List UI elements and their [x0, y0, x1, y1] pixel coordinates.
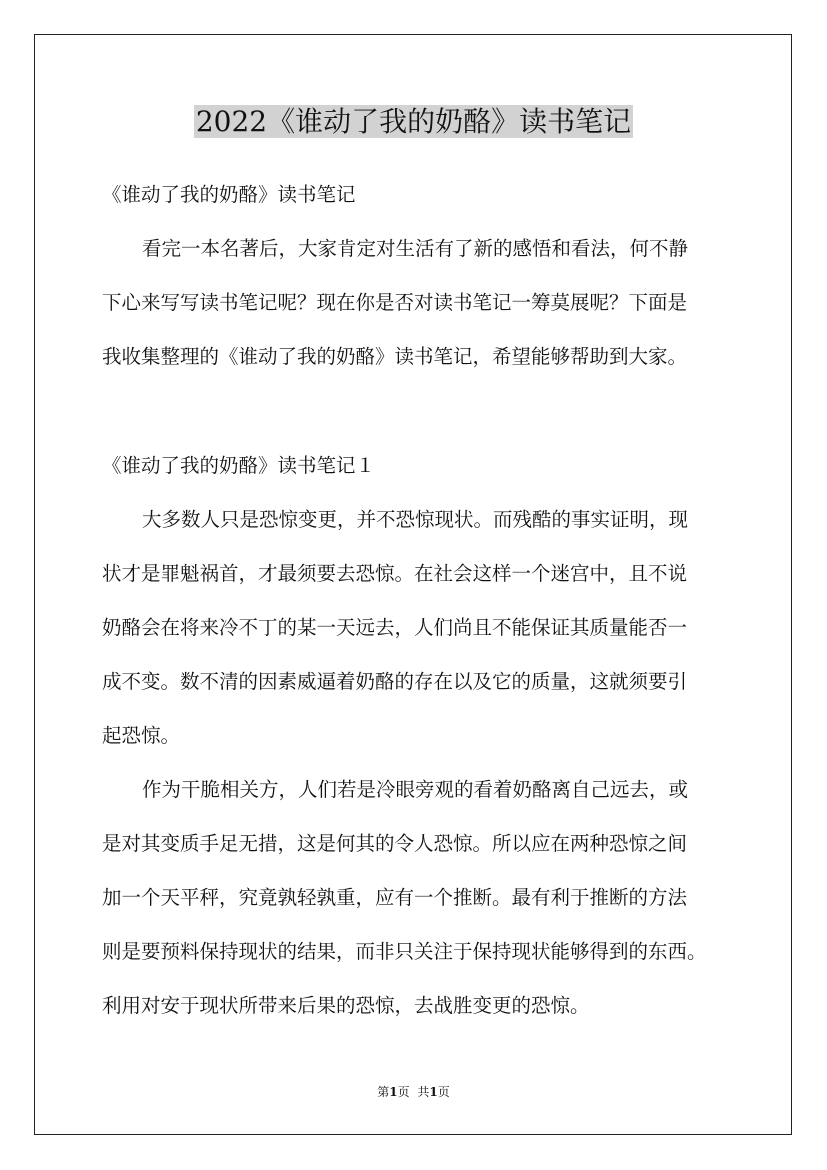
intro-line-3: 我收集整理的《谁动了我的奶酪》读书笔记，希望能够帮助到大家。: [102, 345, 688, 368]
total-label-prefix: 共: [417, 1085, 430, 1099]
paragraph1-line-2: 状才是罪魁祸首，才最须要去恐惊。在社会这样一个迷宫中，且不说: [102, 562, 688, 585]
paragraph2-line-5: 利用对安于现状所带来后果的恐惊，去战胜变更的恐惊。: [102, 994, 590, 1017]
document-title: [0, 100, 827, 144]
paragraph1-line-3: 奶酪会在将来冷不丁的某一天远去，人们尚且不能保证其质量能否一: [102, 616, 688, 639]
paragraph2-line-1: 作为干脆相关方，人们若是冷眼旁观的看着奶酪离自己远去，或: [142, 778, 689, 801]
paragraph1-line-4: 成不变。数不清的因素威逼着奶酪的存在以及它的质量，这就须要引: [102, 670, 688, 693]
document-title-text: 2022《谁动了我的奶酪》读书笔记: [195, 105, 632, 138]
paragraph2-line-3: 加一个天平秤，究竟孰轻孰重，应有一个推断。最有利于推断的方法: [102, 886, 688, 909]
page-label-suffix: 页: [397, 1085, 410, 1099]
total-label-suffix: 页: [437, 1085, 450, 1099]
page-footer: [0, 1083, 827, 1101]
paragraph2-line-2: 是对其变质手足无措，这是何其的令人恐惊。所以应在两种恐惊之间: [102, 832, 688, 855]
paragraph1-line-5: 起恐惊。: [102, 724, 181, 747]
section-heading: 《谁动了我的奶酪》读书笔记１: [102, 454, 376, 477]
page-current-number: 1: [389, 1085, 398, 1099]
intro-line-2: 下心来写写读书笔记呢？现在你是否对读书笔记一筹莫展呢？下面是: [102, 291, 688, 314]
page-total-number: 1: [429, 1085, 438, 1099]
page-label-prefix: 第: [377, 1085, 390, 1099]
paragraph2-line-4: 则是要预料保持现状的结果，而非只关注于保持现状能够得到的东西。: [102, 940, 707, 963]
document-subtitle: 《谁动了我的奶酪》读书笔记: [102, 183, 356, 206]
paragraph1-line-1: 大多数人只是恐惊变更，并不恐惊现状。而残酷的事实证明，现: [142, 508, 689, 531]
intro-line-1: 看完一本名著后，大家肯定对生活有了新的感悟和看法，何不静: [142, 237, 689, 260]
